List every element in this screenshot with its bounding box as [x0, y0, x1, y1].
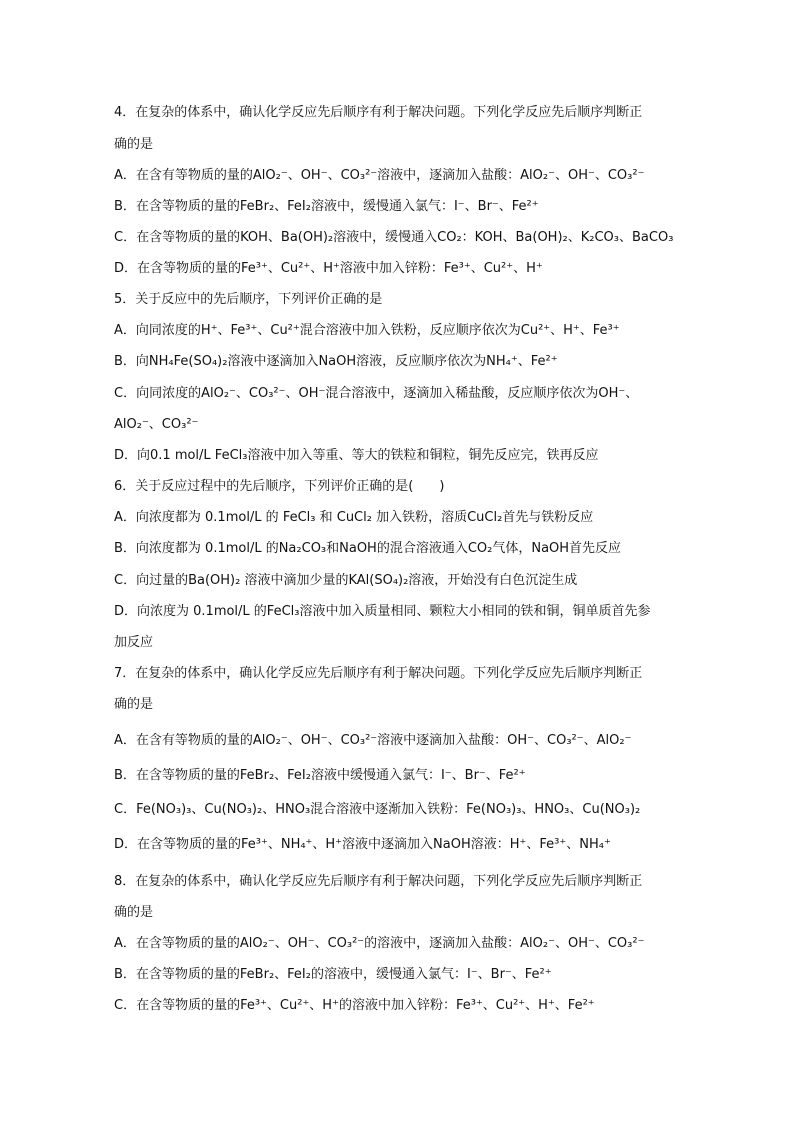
q6-option-d-line-2: 加反应 [114, 635, 154, 650]
q6-option-a: A．向浓度都为 0.1mol/L 的 FeCl₃ 和 CuCl₂ 加入铁粉，溶质CuCl₂首先与铁粉反应 [114, 510, 594, 525]
q7-option-d: D．在含等物质的量的Fe³⁺、NH₄⁺、H⁺溶液中逐滴加入NaOH溶液：H⁺、Fe³⁺、NH₄⁺ [114, 837, 611, 852]
q5-option-d: D．向0.1 mol/L FeCl₃溶液中加入等重、等大的铁粒和铜粒，铜先反应完，铁再反应 [114, 448, 599, 463]
q6-option-c: C．向过量的Ba(OH)₂ 溶液中滴加少量的KAl(SO₄)₂溶液，开始没有白色沉淀生成 [114, 573, 578, 588]
q5-option-c-line-1: C．向同浓度的AlO₂⁻、CO₃²⁻、OH⁻混合溶液中，逐滴加入稀盐酸，反应顺序依次为OH⁻、 [114, 386, 639, 401]
q4-option-d: D．在含等物质的量的Fe³⁺、Cu²⁺、H⁺溶液中加入锌粉：Fe³⁺、Cu²⁺、H⁺ [114, 261, 543, 276]
q5-stem: 5．关于反应中的先后顺序，下列评价正确的是 [114, 292, 383, 307]
q4-option-b: B．在含等物质的量的FeBr₂、FeI₂溶液中，缓慢通入氯气：I⁻、Br⁻、Fe²⁺ [114, 199, 539, 214]
q8-option-a: A．在含等物质的量的AlO₂⁻、OH⁻、CO₃²⁻的溶液中，逐滴加入盐酸：AlO₂⁻、OH⁻、CO₃²⁻ [114, 936, 645, 951]
q8-option-c: C．在含等物质的量的Fe³⁺、Cu²⁺、H⁺的溶液中加入锌粉：Fe³⁺、Cu²⁺、H⁺、Fe²⁺ [114, 998, 595, 1013]
q4-option-a: A．在含有等物质的量的AlO₂⁻、OH⁻、CO₃²⁻溶液中，逐滴加入盐酸：AlO₂⁻、OH⁻、CO₃²⁻ [114, 168, 645, 183]
q6-option-b: B．向浓度都为 0.1mol/L 的Na₂CO₃和NaOH的混合溶液通入CO₂气体，NaOH首先反应 [114, 541, 622, 556]
q6-stem: 6．关于反应过程中的先后顺序，下列评价正确的是( ) [114, 479, 445, 494]
q8-option-b: B．在含等物质的量的FeBr₂、FeI₂的溶液中，缓慢通入氯气：I⁻、Br⁻、Fe²⁺ [114, 967, 552, 982]
q7-stem-line-1: 7．在复杂的体系中，确认化学反应先后顺序有利于解决问题。下列化学反应先后顺序判断正 [114, 666, 643, 681]
q8-stem-line-1: 8．在复杂的体系中，确认化学反应先后顺序有利于解决问题，下列化学反应先后顺序判断正 [114, 874, 643, 889]
q4-stem-line-1: 4．在复杂的体系中，确认化学反应先后顺序有利于解决问题。下列化学反应先后顺序判断正 [114, 105, 643, 120]
q7-option-a: A．在含有等物质的量的AlO₂⁻、OH⁻、CO₃²⁻溶液中逐滴加入盐酸：OH⁻、CO₃²⁻、AlO₂⁻ [114, 733, 632, 748]
q4-option-c: C．在含等物质的量的KOH、Ba(OH)₂溶液中，缓慢通入CO₂：KOH、Ba(OH)₂、K₂CO₃、BaCO₃ [114, 230, 674, 245]
q5-option-a: A．向同浓度的H⁺、Fe³⁺、Cu²⁺混合溶液中加入铁粉，反应顺序依次为Cu²⁺、H⁺、Fe³⁺ [114, 323, 620, 338]
q8-stem-line-2: 确的是 [114, 905, 154, 920]
q7-stem-line-2: 确的是 [114, 697, 154, 712]
q5-option-c-line-2: AlO₂⁻、CO₃²⁻ [114, 417, 199, 432]
q6-option-d-line-1: D．向浓度为 0.1mol/L 的FeCl₃溶液中加入质量相同、颗粒大小相同的铁和铜，铜单质首先参 [114, 604, 651, 619]
q7-option-b: B．在含等物质的量的FeBr₂、FeI₂溶液中缓慢通入氯气：I⁻、Br⁻、Fe²⁺ [114, 768, 526, 783]
q5-option-b: B．向NH₄Fe(SO₄)₂溶液中逐滴加入NaOH溶液，反应顺序依次为NH₄⁺、Fe²⁺ [114, 354, 558, 369]
q7-option-c: C．Fe(NO₃)₃、Cu(NO₃)₂、HNO₃混合溶液中逐渐加入铁粉：Fe(NO₃)₃、HNO₃、Cu(NO₃)₂ [114, 802, 641, 817]
q4-stem-line-2: 确的是 [114, 137, 154, 152]
